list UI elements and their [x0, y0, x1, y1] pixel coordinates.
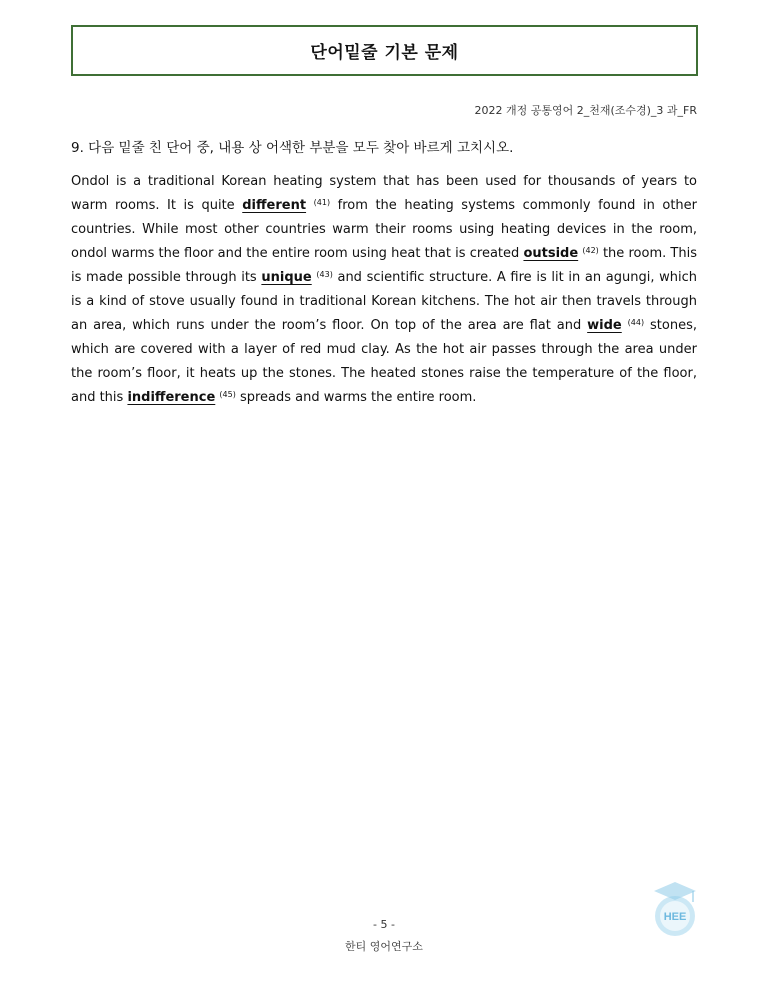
passage-text: stones, which are covered with a layer of red mud clay. As the hot air passes through the area under the room’s floor, it heats up the stones. The heated stones raise the temperature of the floor, and this — [71, 318, 697, 405]
logo-text: HEE — [663, 911, 687, 923]
passage-text: and scientific structure. A fire is lit in an agungi, which is a kind of stove usually found in traditional Korean kitchens. The hot air then travels through an area, which runs under the room’s floor. On top of the area are flat and — [71, 270, 697, 333]
passage-text: from the heating systems commonly found in other countries. While most other countries warm their rooms using heating devices in the room, ondol warms the floor and the entire room using heat that is created — [71, 198, 698, 261]
item-number: (45) — [219, 390, 236, 399]
title-box — [71, 25, 698, 76]
item-number: (42) — [582, 246, 599, 255]
organization-name: 한티 영어연구소 — [345, 940, 423, 953]
item-number: (43) — [316, 270, 333, 279]
underlined-word: outside — [523, 246, 579, 261]
hee-logo-icon — [650, 880, 700, 938]
passage — [71, 170, 697, 410]
item-number: (44) — [627, 318, 645, 327]
passage-text: spreads and warms the entire room. — [235, 390, 477, 405]
question-text: 9. 다음 밑줄 친 단어 중, 내용 상 어색한 부분을 모두 찾아 바르게 고치시오. — [71, 140, 514, 156]
underlined-word: wide — [587, 318, 622, 333]
page-number: - 5 - — [373, 918, 395, 931]
underlined-word: different — [242, 198, 307, 213]
passage-text: Ondol is a traditional Korean heating system that has been used for thousands of years to warm rooms. It is quite — [71, 174, 697, 213]
page-title: 단어밑줄 기본 문제 — [310, 43, 459, 63]
underlined-word: indifference — [127, 390, 216, 405]
item-number: (41) — [313, 198, 331, 207]
underlined-word: unique — [261, 270, 312, 285]
source-label: 2022 개정 공통영어 2_천재(조수경)_3 과_FR — [474, 104, 697, 117]
passage-text: the room. This is made possible through its — [71, 246, 697, 285]
